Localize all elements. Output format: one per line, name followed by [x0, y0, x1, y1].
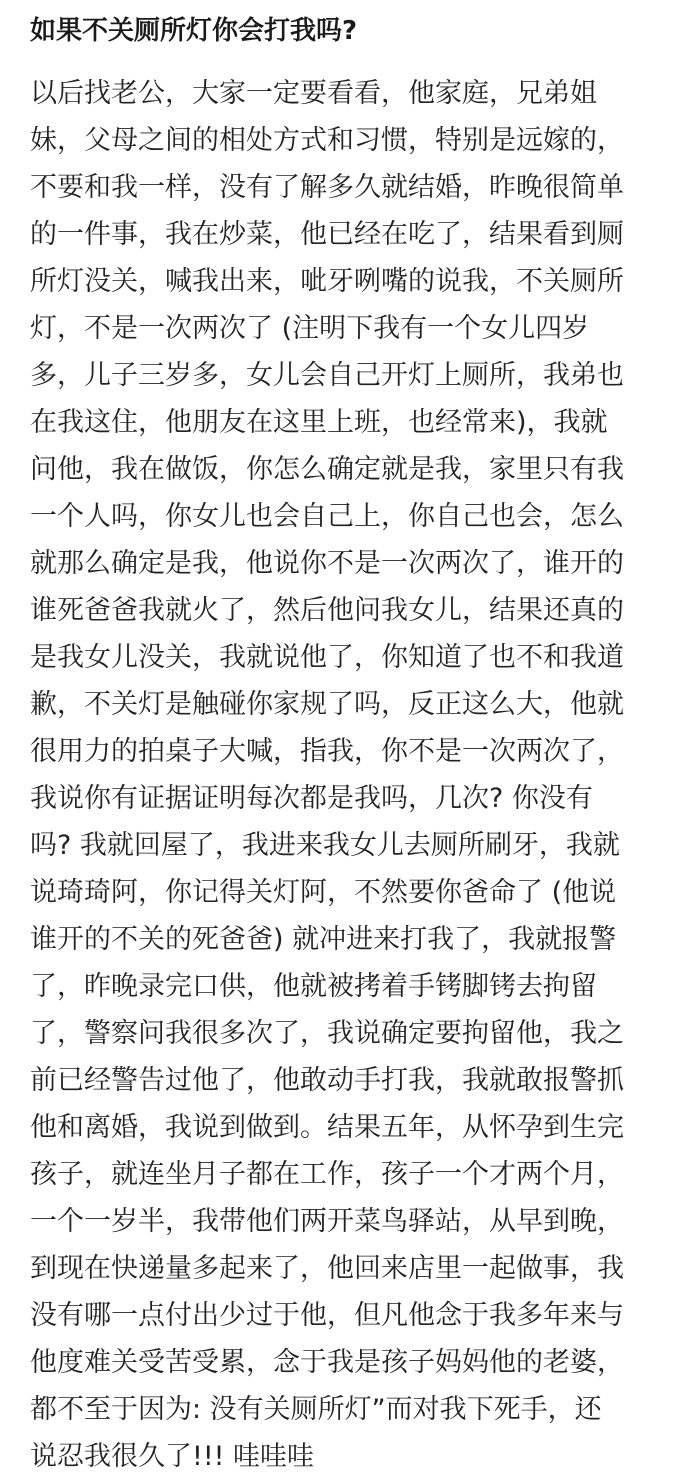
body-line: 所灯没关，喊我出来，呲牙咧嘴的说我，不关厕所 [30, 266, 624, 297]
body-line: 说琦琦阿，你记得关灯阿，不然要你爸命了 (他说 [30, 877, 617, 908]
body-line: 谁开的不关的死爸爸) 就冲进来打我了，我就报警 [30, 924, 617, 955]
body-line: 灯，不是一次两次了 (注明下我有一个女儿四岁 [30, 313, 590, 344]
body-line: 吗? 我就回屋了，我进来我女儿去厕所刷牙，我就 [30, 830, 620, 861]
body-line: 就那么确定是我，他说你不是一次两次了，谁开的 [30, 548, 624, 579]
body-line: 很用力的拍桌子大喊，指我，你不是一次两次了， [30, 736, 624, 767]
body-line: 以后找老公，大家一定要看看，他家庭，兄弟姐 [30, 78, 597, 109]
body-line: 一个一岁半，我带他们两开菜鸟驿站，从早到晚， [30, 1206, 624, 1237]
body-line: 前已经警告过他了，他敢动手打我，我就敢报警抓 [30, 1065, 624, 1096]
body-line: 一个人吗，你女儿也会自己上，你自己也会，怎么 [30, 501, 624, 532]
body-line: 妹，父母之间的相处方式和习惯，特别是远嫁的， [30, 125, 624, 156]
body-line: 歉，不关灯是触碰你家规了吗，反正这么大，他就 [30, 689, 624, 720]
body-line: 我说你有证据证明每次都是我吗，几次? 你没有 [30, 783, 593, 814]
body-line: 说忍我很久了!!! 哇哇哇 [30, 1441, 315, 1472]
body-line: 的一件事，我在炒菜，他已经在吃了，结果看到厕 [30, 219, 624, 250]
body-line: 谁死爸爸我就火了，然后他问我女儿，结果还真的 [30, 595, 624, 626]
post-body [30, 70, 670, 1480]
body-line: 他度难关受苦受累，念于我是孩子妈妈他的老婆， [30, 1347, 624, 1378]
body-line: 问他，我在做饭，你怎么确定就是我，家里只有我 [30, 454, 624, 485]
body-line: 了，昨晚录完口供，他就被拷着手铐脚铐去拘留 [30, 971, 597, 1002]
body-line: 多，儿子三岁多，女儿会自己开灯上厕所，我弟也 [30, 360, 624, 391]
body-line: 孩子，就连坐月子都在工作，孩子一个才两个月， [30, 1159, 624, 1190]
body-line: 到现在快递量多起来了，他回来店里一起做事，我 [30, 1253, 624, 1284]
body-line: 他和离婚，我说到做到。结果五年，从怀孕到生完 [30, 1112, 624, 1143]
body-line: 是我女儿没关，我就说他了，你知道了也不和我道 [30, 642, 624, 673]
post-title: 如果不关厕所灯你会打我吗? [30, 16, 358, 46]
body-line: 不要和我一样，没有了解多久就结婚，昨晚很简单 [30, 172, 624, 203]
body-line: 了，警察问我很多次了，我说确定要拘留他，我之 [30, 1018, 624, 1049]
body-line: 都不至于因为: 没有关厕所灯”而对我下死手，还 [30, 1394, 602, 1425]
body-line: 在我这住，他朋友在这里上班，也经常来)，我就 [30, 407, 608, 438]
body-line: 没有哪一点付出少过于他，但凡他念于我多年来与 [30, 1300, 624, 1331]
